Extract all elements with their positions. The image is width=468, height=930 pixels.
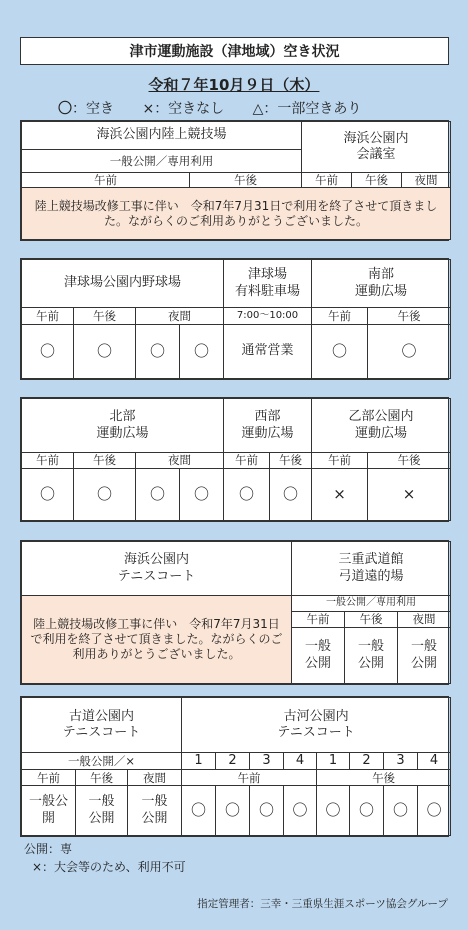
facility-furumichi-sub: 一般公開／×: [22, 753, 182, 770]
section-1: [20, 120, 449, 241]
status-cell: 一般 公開: [345, 628, 398, 684]
facility-seibu-name: 西部 運動広場: [224, 399, 312, 453]
slot-label: 午後: [190, 173, 302, 188]
slot-label: 午後: [74, 453, 136, 469]
slot-label: 午後: [317, 770, 451, 786]
facility-kaigi-name: 海浜公園内 会議室: [302, 122, 451, 173]
slot-label: 夜間: [398, 612, 451, 628]
slot-label: 午前: [22, 308, 74, 325]
status-cell: 一般 公開: [76, 786, 128, 836]
status-cell: 〇: [384, 786, 418, 836]
footnote: 公開：専: [24, 842, 73, 856]
closure-notice: 陸上競技場改修工事に伴い 令和7年7月31日で利用を終了させて頂きました。ながらくのご利用ありがとうございました。: [22, 596, 292, 684]
facility-riku-sub: 一般公開／専用利用: [22, 150, 302, 173]
manager-credit: 指定管理者：三幸・三重県生涯スポーツ協会グループ: [197, 898, 448, 910]
legend-partial: △：一部空きあり: [252, 101, 362, 117]
triangle-icon: △: [252, 101, 264, 117]
status-cell: 通常営業: [224, 325, 312, 379]
status-cell: 〇: [136, 325, 180, 379]
court-number: 4: [284, 753, 317, 770]
court-number: 1: [182, 753, 216, 770]
facility-otobe-name: 乙部公園内 運動広場: [312, 399, 451, 453]
slot-label: 午前: [22, 770, 76, 786]
facility-furumichi-name: 古道公園内 テニスコート: [22, 698, 182, 753]
facility-nanbu-name: 南部 運動広場: [312, 260, 451, 308]
status-cell: 〇: [74, 469, 136, 521]
status-cell: 〇: [182, 786, 216, 836]
status-cell: 〇: [368, 325, 451, 379]
status-cell: 一般公 開: [22, 786, 76, 836]
status-cell: 〇: [216, 786, 250, 836]
date-heading: [0, 74, 468, 95]
status-cell: 〇: [22, 325, 74, 379]
status-cell: 〇: [74, 325, 136, 379]
court-number: 4: [418, 753, 451, 770]
status-cell: 〇: [418, 786, 451, 836]
section-2: [20, 258, 449, 380]
status-cell: 〇: [317, 786, 350, 836]
slot-label: 午前: [302, 173, 352, 188]
status-cell: 〇: [180, 325, 224, 379]
slot-label: 午前: [312, 453, 368, 469]
slot-label: 夜間: [402, 173, 451, 188]
page-title: 津市運動施設（津地域）空き状況: [20, 37, 449, 65]
facility-yakyu-name: 津球場公園内野球場: [22, 260, 224, 308]
status-cell: 〇: [284, 786, 317, 836]
slot-label: 午前: [182, 770, 317, 786]
section-5: [20, 696, 449, 837]
status-cell: ×: [368, 469, 451, 521]
section-3: [20, 397, 449, 522]
status-cell: 〇: [136, 469, 180, 521]
facility-furukawa-name: 古河公園内 テニスコート: [182, 698, 451, 753]
status-cell: 〇: [312, 325, 368, 379]
section-4: [20, 540, 449, 685]
footnote: ×：大会等のため、利用不可: [32, 860, 186, 874]
slot-label: 午後: [368, 453, 451, 469]
legend: [58, 98, 385, 118]
status-cell: 〇: [22, 469, 74, 521]
court-number: 2: [216, 753, 250, 770]
facility-kyudo-name: 三重武道館 弓道遠的場: [292, 542, 451, 596]
facility-kyudo-sub: 一般公開／専用利用: [292, 596, 451, 612]
slot-label: 午後: [76, 770, 128, 786]
status-cell: ×: [312, 469, 368, 521]
closure-notice: 陸上競技場改修工事に伴い 令和7年7月31日で利用を終了させて頂きました。ながらくのご利用ありがとうございました。: [22, 188, 451, 240]
legend-none: ×：空きなし: [142, 101, 225, 117]
cross-icon: ×: [142, 101, 155, 117]
facility-hokubu-name: 北部 運動広場: [22, 399, 224, 453]
court-number: 1: [317, 753, 350, 770]
facility-riku-name: 海浜公園内陸上競技場: [22, 122, 302, 150]
date-text: 令和７年10月９日（木）: [148, 76, 320, 94]
slot-label: 午前: [22, 453, 74, 469]
court-number: 2: [350, 753, 384, 770]
slot-label: 7:00～10:00: [224, 308, 312, 325]
facility-tennis-kaihin-name: 海浜公園内 テニスコート: [22, 542, 292, 596]
status-cell: 一般 公開: [128, 786, 182, 836]
slot-label: 午前: [312, 308, 368, 325]
court-number: 3: [250, 753, 284, 770]
status-cell: 一般 公開: [398, 628, 451, 684]
legend-available: 〇：空き: [58, 101, 114, 117]
facility-parking-name: 津球場 有料駐車場: [224, 260, 312, 308]
slot-label: 夜間: [136, 453, 224, 469]
slot-label: 夜間: [136, 308, 224, 325]
slot-label: 午後: [368, 308, 451, 325]
circle-icon: 〇: [58, 101, 72, 117]
status-cell: 一般 公開: [292, 628, 345, 684]
status-cell: 〇: [250, 786, 284, 836]
slot-label: 午後: [74, 308, 136, 325]
status-cell: 〇: [270, 469, 312, 521]
status-cell: 〇: [350, 786, 384, 836]
slot-label: 午後: [352, 173, 402, 188]
slot-label: 午前: [292, 612, 345, 628]
slot-label: 午後: [270, 453, 312, 469]
slot-label: 午前: [22, 173, 190, 188]
slot-label: 午後: [345, 612, 398, 628]
court-number: 3: [384, 753, 418, 770]
slot-label: 午前: [224, 453, 270, 469]
slot-label: 夜間: [128, 770, 182, 786]
status-cell: 〇: [224, 469, 270, 521]
status-cell: 〇: [180, 469, 224, 521]
